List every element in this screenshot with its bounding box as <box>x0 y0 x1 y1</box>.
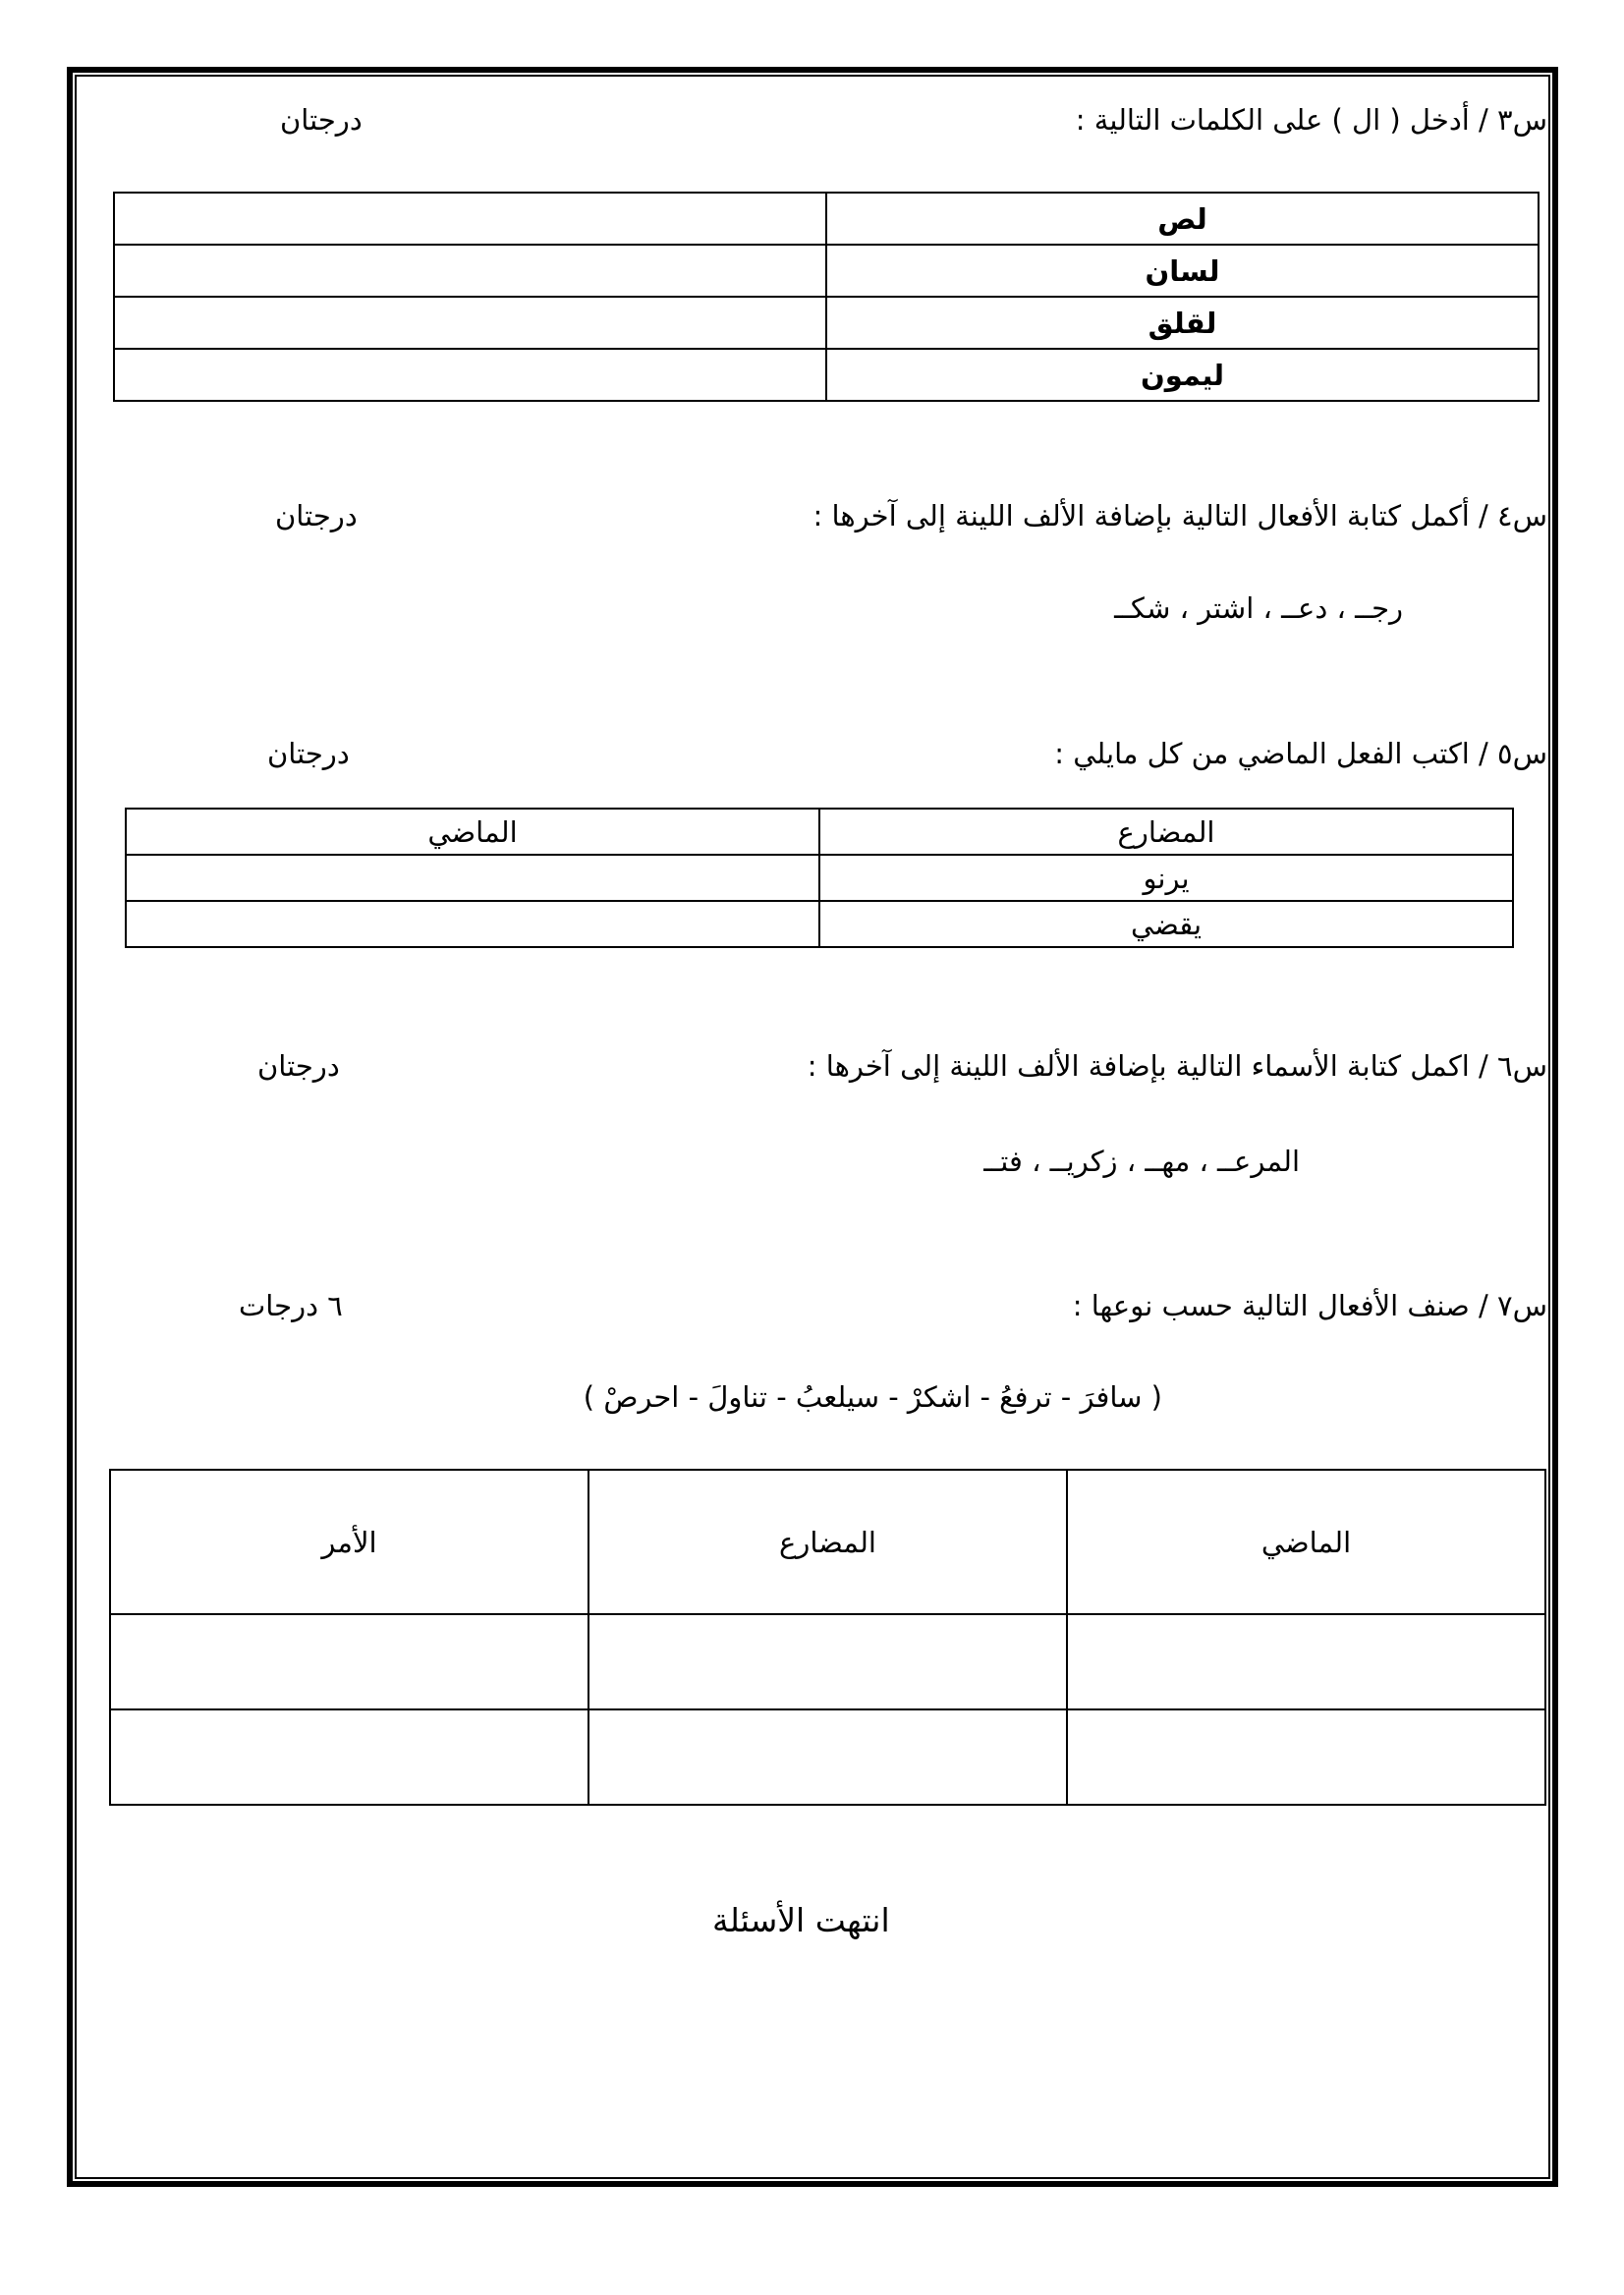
q5-answer-cell[interactable] <box>126 901 819 947</box>
table-row <box>114 297 1539 349</box>
q7-header-past: الماضي <box>1067 1470 1545 1614</box>
q3-word-cell: لص <box>826 193 1539 245</box>
q7-answer-cell[interactable] <box>588 1614 1067 1709</box>
q7-answer-cell[interactable] <box>1067 1709 1545 1805</box>
q7-verbs: ( سافرَ - ترفعُ - اشكرْ - سيلعبُ - تناولَ - احرصْ ) <box>583 1380 1162 1414</box>
q7-prompt: س٧ / صنف الأفعال التالية حسب نوعها : <box>1072 1289 1547 1322</box>
table-row <box>114 193 1539 245</box>
q7-table <box>109 1469 1546 1806</box>
q3-marks: درجتان <box>280 103 363 137</box>
q5-header-past: الماضي <box>126 809 819 855</box>
q5-answer-cell[interactable] <box>126 855 819 901</box>
q7-answer-cell[interactable] <box>110 1709 588 1805</box>
table-row <box>126 901 1513 947</box>
end-of-questions: انتهت الأسئلة <box>712 1901 890 1939</box>
q7-header-imperative: الأمر <box>110 1470 588 1614</box>
q5-marks: درجتان <box>267 737 350 770</box>
q3-table <box>113 192 1540 402</box>
q5-verb-cell: يقضي <box>819 901 1513 947</box>
q5-table <box>125 808 1514 948</box>
q4-prompt: س٤ / أكمل كتابة الأفعال التالية بإضافة الألف اللينة إلى آخرها : <box>812 499 1547 532</box>
table-row <box>110 1470 1545 1614</box>
q3-answer-cell[interactable] <box>114 193 826 245</box>
table-row <box>126 809 1513 855</box>
q3-answer-cell[interactable] <box>114 245 826 297</box>
table-row <box>126 855 1513 901</box>
table-row <box>114 349 1539 401</box>
q5-prompt: س٥ / اكتب الفعل الماضي من كل مايلي : <box>1054 737 1547 770</box>
q4-marks: درجتان <box>275 499 358 532</box>
q3-answer-cell[interactable] <box>114 349 826 401</box>
table-row <box>110 1614 1545 1709</box>
q5-header-present: المضارع <box>819 809 1513 855</box>
q7-answer-cell[interactable] <box>1067 1614 1545 1709</box>
q6-marks: درجتان <box>257 1049 340 1083</box>
q3-word-cell: ليمون <box>826 349 1539 401</box>
q3-prompt: س٣ / أدخل ( ال ) على الكلمات التالية : <box>1075 103 1547 137</box>
q7-answer-cell[interactable] <box>588 1709 1067 1805</box>
q3-answer-cell[interactable] <box>114 297 826 349</box>
q5-verb-cell: يرنو <box>819 855 1513 901</box>
q7-marks: ٦ درجات <box>239 1289 343 1322</box>
q4-verbs: رجــ ، دعــ ، اشتر ، شكــ <box>1114 591 1403 625</box>
q7-header-present: المضارع <box>588 1470 1067 1614</box>
q3-word-cell: لسان <box>826 245 1539 297</box>
q3-word-cell: لقلق <box>826 297 1539 349</box>
q7-answer-cell[interactable] <box>110 1614 588 1709</box>
q6-prompt: س٦ / اكمل كتابة الأسماء التالية بإضافة الألف اللينة إلى آخرها : <box>807 1049 1547 1083</box>
table-row <box>110 1709 1545 1805</box>
q6-nouns: المرعــ ، مهــ ، زكريــ ، فتــ <box>983 1145 1300 1178</box>
table-row <box>114 245 1539 297</box>
